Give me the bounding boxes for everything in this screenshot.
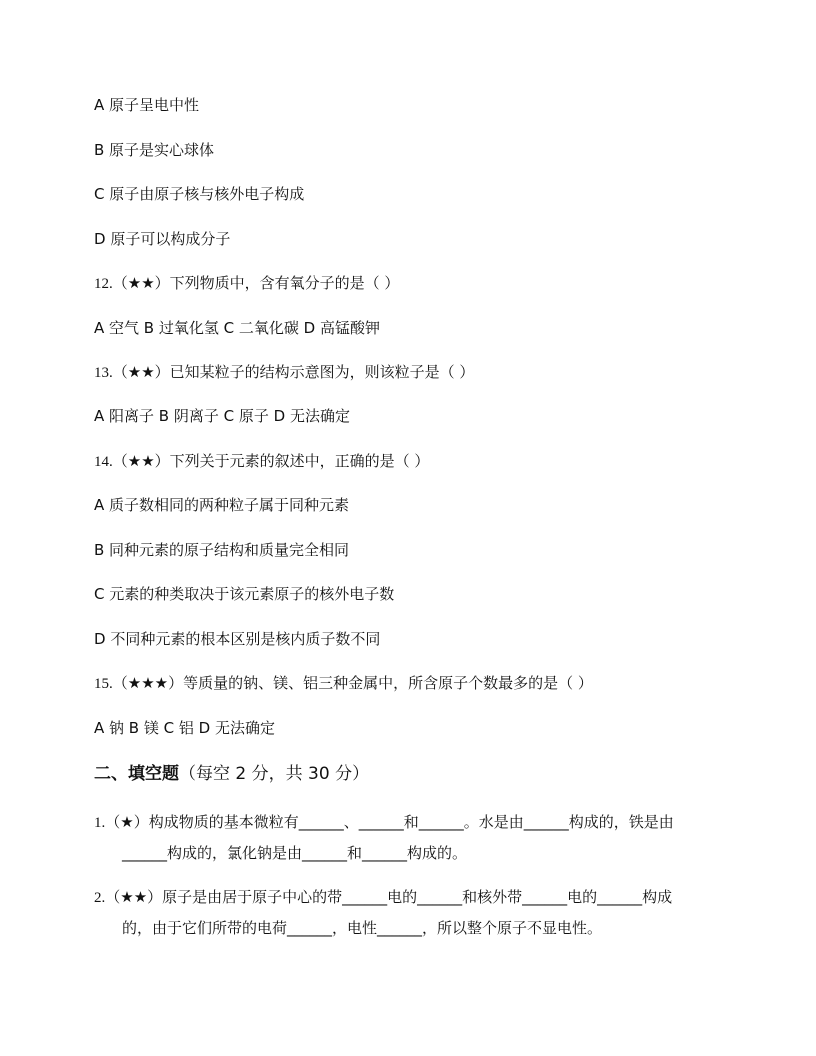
- question-14: [94, 451, 429, 472]
- option-text: A 原子呈电中性: [94, 96, 200, 114]
- option-line: [94, 184, 304, 204]
- option-line: [94, 584, 394, 604]
- option-line: [94, 718, 275, 738]
- fill-question-2: [94, 887, 672, 908]
- option-text: D 不同种元素的根本区别是核内质子数不同: [94, 630, 381, 648]
- option-text: A 质子数相同的两种粒子属于同种元素: [94, 496, 350, 514]
- option-line: [94, 95, 199, 115]
- fill-question-1: [94, 812, 674, 833]
- question-text: （★★）已知某粒子的结构示意图为，则该粒子是（ ）: [112, 363, 475, 381]
- question-13: [94, 362, 474, 383]
- question-text: （★★）下列关于元素的叙述中，正确的是（ ）: [112, 452, 430, 470]
- option-text: A 钠 B 镁 C 铝 D 无法确定: [94, 719, 275, 737]
- question-number: 2.: [94, 890, 106, 906]
- option-text: A 阳离子 B 阴离子 C 原子 D 无法确定: [94, 407, 350, 425]
- question-number: 13.: [94, 365, 113, 381]
- option-line: [94, 140, 214, 160]
- question-text: （★★）原子是由居于原子中心的带______电的______和核外带______电的______构成: [105, 888, 673, 906]
- option-line: [94, 629, 380, 649]
- option-line: [94, 540, 349, 560]
- fill-question-2-continuation: [122, 918, 602, 938]
- question-text: （★）构成物质的基本微粒有______、______和______。水是由______构成的，铁是由: [105, 813, 674, 831]
- fill-question-1-continuation: [122, 843, 467, 863]
- option-line: [94, 495, 349, 515]
- question-number: 14.: [94, 454, 113, 470]
- option-text: B 同种元素的原子结构和质量完全相同: [94, 541, 350, 559]
- question-number: 15.: [94, 676, 113, 692]
- question-text: （★★）下列物质中，含有氧分子的是（ ）: [112, 274, 400, 292]
- option-text: B 原子是实心球体: [94, 141, 215, 159]
- option-line: [94, 318, 380, 338]
- option-line: [94, 229, 230, 249]
- question-15: [94, 673, 593, 694]
- question-text: ______构成的，氯化钠是由______和______构成的。: [122, 844, 468, 862]
- question-12: [94, 273, 399, 294]
- option-line: [94, 406, 350, 426]
- option-text: C 原子由原子核与核外电子构成: [94, 185, 305, 203]
- question-number: 1.: [94, 815, 106, 831]
- option-text: C 元素的种类取决于该元素原子的核外电子数: [94, 585, 395, 603]
- option-text: A 空气 B 过氧化氢 C 二氧化碳 D 高锰酸钾: [94, 319, 380, 337]
- question-text: 的，由于它们所带的电荷______，电性______，所以整个原子不显电性。: [122, 919, 603, 937]
- option-text: D 原子可以构成分子: [94, 230, 231, 248]
- section-note: （每空 2 分，共 30 分）: [179, 764, 370, 784]
- section-heading: [94, 763, 369, 785]
- question-number: 12.: [94, 276, 113, 292]
- section-title: 二、填空题: [94, 764, 179, 784]
- question-text: （★★★）等质量的钠、镁、铝三种金属中，所含原子个数最多的是（ ）: [112, 674, 593, 692]
